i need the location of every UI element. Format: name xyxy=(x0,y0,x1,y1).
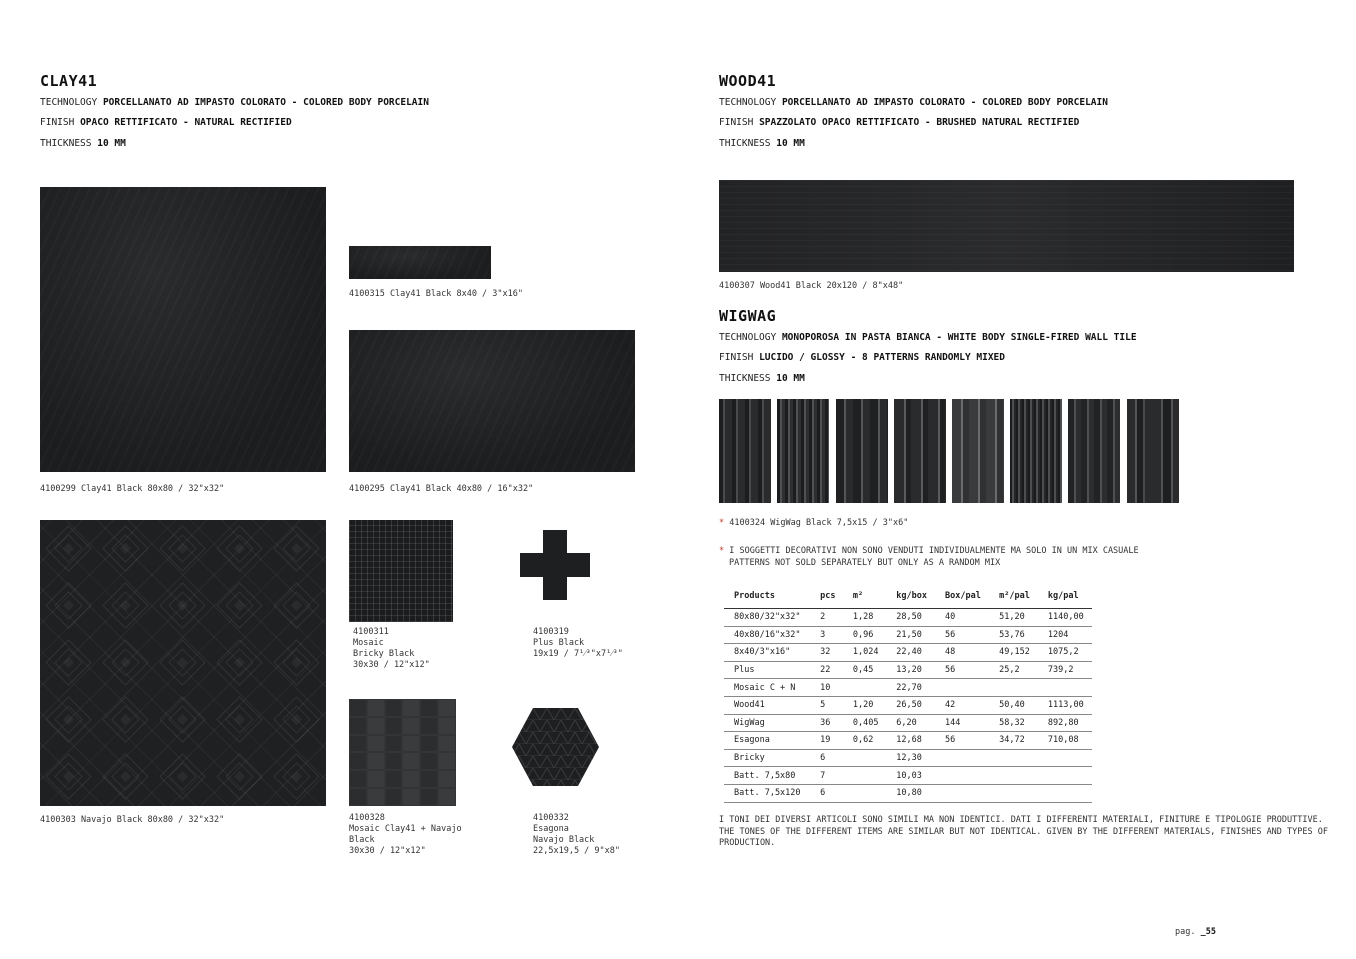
table-cell: 1140,00 xyxy=(1038,609,1092,627)
table-cell: Batt. 7,5x80 xyxy=(724,767,810,785)
table-row xyxy=(724,626,1092,644)
table-cell: 28,50 xyxy=(886,609,935,627)
clay41-finish: FINISH OPACO RETTIFICATO - NATURAL RECTIFIED xyxy=(40,117,292,128)
table-cell: 49,152 xyxy=(989,644,1038,662)
table-cell: 144 xyxy=(935,714,989,732)
table-cell: Bricky xyxy=(724,749,810,767)
navajo-pattern xyxy=(40,520,326,806)
table-cell xyxy=(989,767,1038,785)
table-cell: 56 xyxy=(935,626,989,644)
table-cell: 32 xyxy=(810,644,843,662)
table-row xyxy=(724,644,1092,662)
table-cell: 21,50 xyxy=(886,626,935,644)
table-cell: 5 xyxy=(810,696,843,714)
table-cell: 34,72 xyxy=(989,732,1038,750)
table-row xyxy=(724,679,1092,697)
tones-disclaimer: I TONI DEI DIVERSI ARTICOLI SONO SIMILI MA NON IDENTICI. DATI I DIFFERENTI MATERIALI, FINITURE E TIPOLOGIE PRODUTTIVE. THE TONES OF THE DIFFERENT ITEMS ARE SIMILAR BUT NOT IDENTICAL. GIVEN BY THE DIFFERENT MATERIALS, FINISHES AND TYPES OF PRODUCTION. xyxy=(719,815,1328,848)
tile-clay41-40x80 xyxy=(349,330,635,472)
table-row xyxy=(724,714,1092,732)
table-row xyxy=(724,661,1092,679)
table-cell: 2 xyxy=(810,609,843,627)
caption-esagona: 4100332 Esagona Navajo Black 22,5x19,5 / 9"x8" xyxy=(533,813,620,856)
table-cell: 80x80/32"x32" xyxy=(724,609,810,627)
caption-plus: 4100319 Plus Black 19x19 / 7¹⁄³"x7¹⁄³" xyxy=(533,627,623,659)
col-m2-pal: m²/pal xyxy=(989,588,1038,609)
tile-bricky-mosaic xyxy=(349,520,453,622)
table-cell xyxy=(1038,679,1092,697)
products-table xyxy=(724,588,1092,803)
table-cell xyxy=(935,767,989,785)
table-cell: Esagona xyxy=(724,732,810,750)
patterns-note: * I SOGGETTI DECORATIVI NON SONO VENDUTI INDIVIDUALMENTE MA SOLO IN UN MIX CASUALE PATTERNS NOT SOLD SEPARATELY BUT ONLY AS A RANDOM MIX xyxy=(719,546,1139,568)
wigwag-pattern-4 xyxy=(894,399,946,503)
table-cell: Wood41 xyxy=(724,696,810,714)
table-cell: 10,80 xyxy=(886,784,935,802)
table-cell xyxy=(989,749,1038,767)
tile-esagona xyxy=(512,708,599,786)
wigwag-pattern-2 xyxy=(777,399,829,503)
wigwag-title: WIGWAG xyxy=(719,307,777,325)
wigwag-finish: FINISH LUCIDO / GLOSSY - 8 PATTERNS RANDOMLY MIXED xyxy=(719,352,1006,363)
table-cell: WigWag xyxy=(724,714,810,732)
table-row xyxy=(724,749,1092,767)
table-cell: 12,68 xyxy=(886,732,935,750)
table-cell: 10,03 xyxy=(886,767,935,785)
table-cell xyxy=(1038,767,1092,785)
wigwag-pattern-5 xyxy=(952,399,1004,503)
table-cell: 6 xyxy=(810,749,843,767)
table-cell: 50,40 xyxy=(989,696,1038,714)
wood41-title: WOOD41 xyxy=(719,72,777,90)
table-cell: 19 xyxy=(810,732,843,750)
wigwag-technology: TECHNOLOGY MONOPOROSA IN PASTA BIANCA - WHITE BODY SINGLE-FIRED WALL TILE xyxy=(719,332,1137,343)
table-cell xyxy=(989,679,1038,697)
table-cell: 1204 xyxy=(1038,626,1092,644)
table-cell: 8x40/3"x16" xyxy=(724,644,810,662)
table-cell: 3 xyxy=(810,626,843,644)
wigwag-pattern-8 xyxy=(1127,399,1179,503)
table-cell: 53,76 xyxy=(989,626,1038,644)
table-cell: 22 xyxy=(810,661,843,679)
table-cell: Mosaic C + N xyxy=(724,679,810,697)
table-cell: Batt. 7,5x120 xyxy=(724,784,810,802)
table-cell xyxy=(843,784,886,802)
tile-mosaic-clay-navajo xyxy=(349,699,456,806)
wood41-thickness: THICKNESS 10 MM xyxy=(719,138,805,149)
table-cell: 710,08 xyxy=(1038,732,1092,750)
table-cell: 12,30 xyxy=(886,749,935,767)
wood41-technology: TECHNOLOGY PORCELLANATO AD IMPASTO COLORATO - COLORED BODY PORCELAIN xyxy=(719,97,1108,108)
tile-wood41-20x120 xyxy=(719,180,1294,272)
caption-wigwag: * 4100324 WigWag Black 7,5x15 / 3"x6" xyxy=(719,518,909,528)
table-cell: 40x80/16"x32" xyxy=(724,626,810,644)
table-cell: 1,20 xyxy=(843,696,886,714)
table-cell: 0,62 xyxy=(843,732,886,750)
table-header-row xyxy=(724,588,1092,609)
caption-clay41-8x40: 4100315 Clay41 Black 8x40 / 3"x16" xyxy=(349,289,523,299)
col-kg-pal: kg/pal xyxy=(1038,588,1092,609)
table-cell: 51,20 xyxy=(989,609,1038,627)
col-pcs: pcs xyxy=(810,588,843,609)
col-products: Products xyxy=(724,588,810,609)
wigwag-pattern-7 xyxy=(1068,399,1120,503)
caption-clay41-40x80: 4100295 Clay41 Black 40x80 / 16"x32" xyxy=(349,484,534,494)
table-cell xyxy=(1038,749,1092,767)
col-m2: m² xyxy=(843,588,886,609)
caption-bricky: 4100311 Mosaic Bricky Black 30x30 / 12"x12" xyxy=(353,627,430,670)
caption-clay41-80x80: 4100299 Clay41 Black 80x80 / 32"x32" xyxy=(40,484,225,494)
wood41-finish: FINISH SPAZZOLATO OPACO RETTIFICATO - BRUSHED NATURAL RECTIFIED xyxy=(719,117,1080,128)
wigwag-pattern-1 xyxy=(719,399,771,503)
table-cell xyxy=(843,767,886,785)
table-cell xyxy=(843,679,886,697)
wigwag-pattern-6 xyxy=(1010,399,1062,503)
table-row xyxy=(724,732,1092,750)
table-cell: 56 xyxy=(935,732,989,750)
table-cell: 1075,2 xyxy=(1038,644,1092,662)
caption-wood41: 4100307 Wood41 Black 20x120 / 8"x48" xyxy=(719,281,904,291)
table-cell: 56 xyxy=(935,661,989,679)
tile-clay41-8x40 xyxy=(349,246,491,279)
table-cell xyxy=(989,784,1038,802)
table-cell: Plus xyxy=(724,661,810,679)
table-cell xyxy=(935,679,989,697)
table-cell: 36 xyxy=(810,714,843,732)
caption-navajo: 4100303 Navajo Black 80x80 / 32"x32" xyxy=(40,815,225,825)
table-cell: 10 xyxy=(810,679,843,697)
page-number: pag. _55 xyxy=(1175,927,1216,937)
table-cell: 40 xyxy=(935,609,989,627)
table-row xyxy=(724,696,1092,714)
table-cell: 0,45 xyxy=(843,661,886,679)
tile-navajo-80x80 xyxy=(40,520,326,806)
wigwag-thickness: THICKNESS 10 MM xyxy=(719,373,805,384)
table-row xyxy=(724,767,1092,785)
clay41-title: CLAY41 xyxy=(40,72,98,90)
table-cell: 6 xyxy=(810,784,843,802)
table-row xyxy=(724,784,1092,802)
table-cell: 22,40 xyxy=(886,644,935,662)
table-cell: 25,2 xyxy=(989,661,1038,679)
tile-clay41-80x80 xyxy=(40,187,326,472)
table-row xyxy=(724,609,1092,627)
table-cell: 1,024 xyxy=(843,644,886,662)
caption-mosaic: 4100328 Mosaic Clay41 + Navajo Black 30x30 / 12"x12" xyxy=(349,813,462,856)
table-cell: 13,20 xyxy=(886,661,935,679)
table-cell: 22,70 xyxy=(886,679,935,697)
table-cell: 892,80 xyxy=(1038,714,1092,732)
table-cell xyxy=(935,749,989,767)
table-cell: 26,50 xyxy=(886,696,935,714)
col-box-pal: Box/pal xyxy=(935,588,989,609)
table-cell xyxy=(843,749,886,767)
col-kg-box: kg/box xyxy=(886,588,935,609)
wigwag-pattern-3 xyxy=(836,399,888,503)
tile-plus xyxy=(520,530,590,600)
table-cell: 6,20 xyxy=(886,714,935,732)
table-cell xyxy=(935,784,989,802)
table-cell: 739,2 xyxy=(1038,661,1092,679)
clay41-technology: TECHNOLOGY PORCELLANATO AD IMPASTO COLORATO - COLORED BODY PORCELAIN xyxy=(40,97,429,108)
table-cell: 1113,00 xyxy=(1038,696,1092,714)
table-cell: 42 xyxy=(935,696,989,714)
table-cell: 0,96 xyxy=(843,626,886,644)
table-cell: 58,32 xyxy=(989,714,1038,732)
table-cell: 48 xyxy=(935,644,989,662)
table-cell: 1,28 xyxy=(843,609,886,627)
table-cell: 7 xyxy=(810,767,843,785)
table-cell xyxy=(1038,784,1092,802)
table-cell: 0,405 xyxy=(843,714,886,732)
clay41-thickness: THICKNESS 10 MM xyxy=(40,138,126,149)
